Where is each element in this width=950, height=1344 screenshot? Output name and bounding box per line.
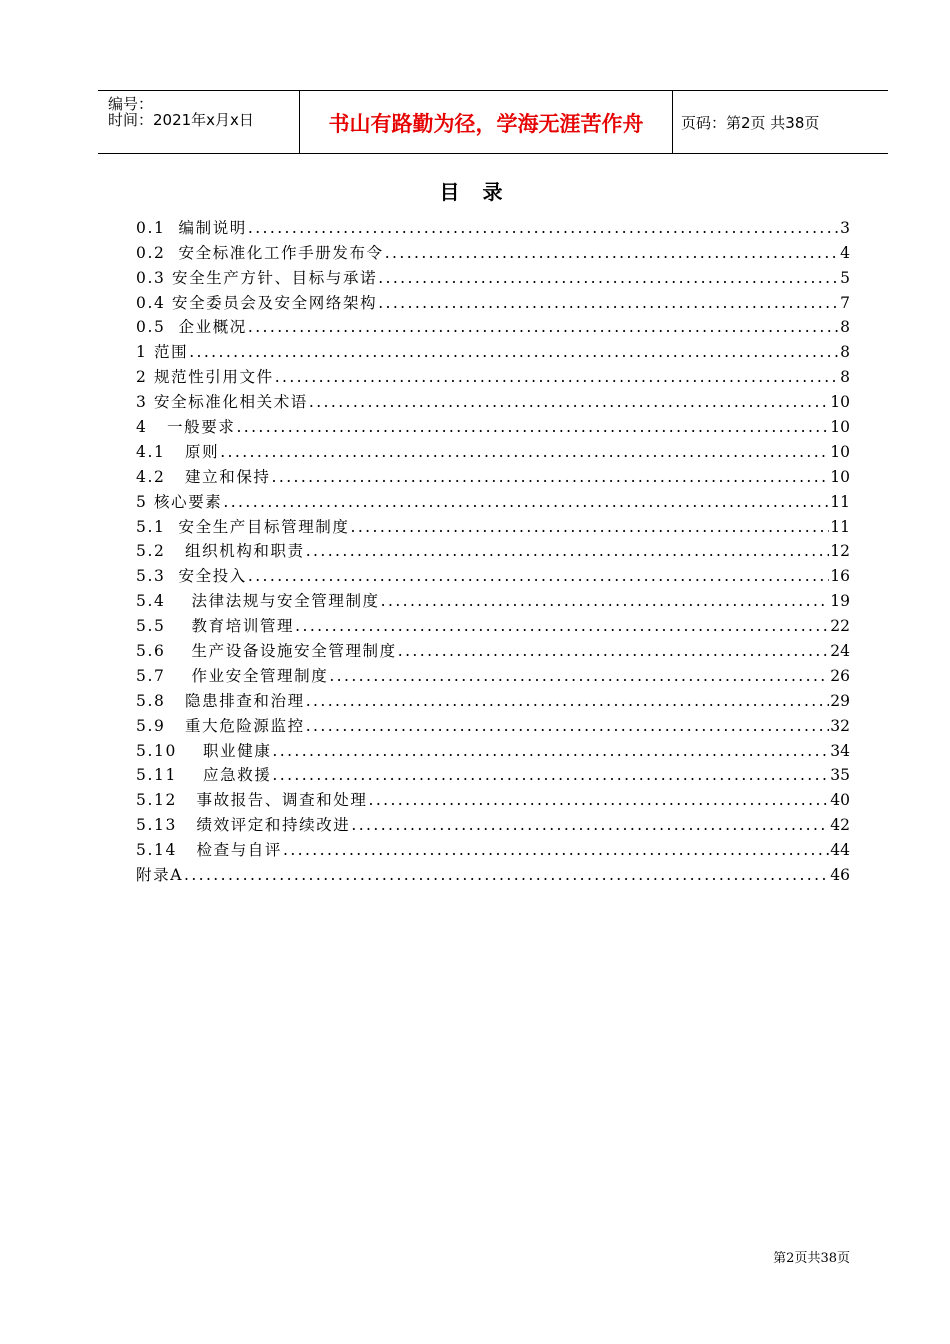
toc-entry[interactable] xyxy=(136,263,850,288)
toc-entry-label: 1 范围 xyxy=(136,343,189,362)
toc-entry[interactable] xyxy=(136,785,850,810)
header-page-info: 页码：第2页 共38页 xyxy=(681,114,820,132)
toc-dot-leader xyxy=(329,666,829,686)
toc-dot-leader xyxy=(295,616,829,636)
document-header xyxy=(98,90,888,154)
toc-entry[interactable] xyxy=(136,586,850,611)
toc-entry-label: 0.5 企业概况 xyxy=(136,318,247,337)
toc-entry[interactable] xyxy=(136,810,850,835)
toc-dot-leader xyxy=(378,268,839,288)
toc-entry-label: 5.2 组织机构和职责 xyxy=(136,542,305,561)
toc-dot-leader xyxy=(306,716,830,736)
page-footer: 第2页共38页 xyxy=(773,1251,850,1266)
toc-entry-page: 29 xyxy=(830,691,850,710)
toc-dot-leader xyxy=(385,243,839,263)
toc-dot-leader xyxy=(248,566,829,586)
toc-entry-page: 46 xyxy=(830,866,850,885)
toc-entry[interactable] xyxy=(136,686,850,711)
toc-entry-label: 0.3 安全生产方针、目标与承诺 xyxy=(136,268,378,287)
toc-entry[interactable] xyxy=(136,288,850,313)
toc-entry-label: 5.1 安全生产目标管理制度 xyxy=(136,517,350,536)
toc-entry-page: 8 xyxy=(840,343,850,362)
toc-entry-page: 10 xyxy=(830,393,850,412)
toc-entry-label: 4.2 建立和保持 xyxy=(136,467,271,486)
toc-entry-label: 附录A xyxy=(136,866,183,885)
toc-entry-label: 5.7 作业安全管理制度 xyxy=(136,666,329,685)
toc-entry-page: 10 xyxy=(830,418,850,437)
toc-entry-label: 2 规范性引用文件 xyxy=(136,368,274,387)
toc-entry-label: 5.12 事故报告、调查和处理 xyxy=(136,791,368,810)
toc-entry[interactable] xyxy=(136,337,850,362)
toc-entry[interactable] xyxy=(136,512,850,537)
toc-list xyxy=(136,213,850,885)
header-slogan-cell xyxy=(300,91,673,153)
toc-entry-page: 35 xyxy=(830,766,850,785)
toc-dot-leader xyxy=(381,591,830,611)
toc-entry[interactable] xyxy=(136,213,850,238)
toc-entry-label: 5.14 检查与自评 xyxy=(136,841,282,860)
toc-entry-page: 4 xyxy=(840,243,850,262)
toc-entry-page: 16 xyxy=(830,567,850,586)
toc-entry-page: 3 xyxy=(840,218,850,237)
toc-entry-label: 5.10 职业健康 xyxy=(136,741,272,760)
toc-dot-leader xyxy=(275,367,839,387)
toc-entry[interactable] xyxy=(136,711,850,736)
toc-entry-page: 44 xyxy=(830,841,850,860)
toc-entry-label: 5.9 重大危险源监控 xyxy=(136,716,305,735)
header-slogan: 书山有路勤为径，学海无涯苦作舟 xyxy=(328,112,644,136)
toc-dot-leader xyxy=(189,342,839,362)
toc-entry[interactable] xyxy=(136,661,850,686)
toc-entry-page: 22 xyxy=(830,617,850,636)
toc-entry-label: 5.11 应急救援 xyxy=(136,766,272,785)
toc-entry-label: 3 安全标准化相关术语 xyxy=(136,393,308,412)
document-date-label: 时间：2021年x月x日 xyxy=(108,111,254,129)
toc-dot-leader xyxy=(283,840,829,860)
toc-dot-leader xyxy=(248,218,839,238)
toc-entry-page: 42 xyxy=(830,816,850,835)
toc-entry-page: 11 xyxy=(830,517,850,536)
header-meta-cell xyxy=(98,91,300,153)
toc-entry-label: 4 一般要求 xyxy=(136,418,236,437)
toc-entry-label: 5.4 法律法规与安全管理制度 xyxy=(136,592,380,611)
toc-entry[interactable] xyxy=(136,736,850,761)
toc-dot-leader xyxy=(272,467,830,487)
toc-entry[interactable] xyxy=(136,611,850,636)
toc-entry-page: 19 xyxy=(830,592,850,611)
toc-entry-label: 0.1 编制说明 xyxy=(136,218,247,237)
toc-entry-label: 0.4 安全委员会及安全网络架构 xyxy=(136,293,378,312)
toc-entry-page: 34 xyxy=(830,741,850,760)
toc-dot-leader xyxy=(236,417,829,437)
toc-entry[interactable] xyxy=(136,835,850,860)
toc-entry-page: 24 xyxy=(830,642,850,661)
toc-entry-page: 26 xyxy=(830,666,850,685)
toc-entry[interactable] xyxy=(136,437,850,462)
toc-dot-leader xyxy=(369,790,830,810)
toc-dot-leader xyxy=(220,442,829,462)
toc-entry[interactable] xyxy=(136,362,850,387)
toc-entry[interactable] xyxy=(136,636,850,661)
toc-entry-label: 5.6 生产设备设施安全管理制度 xyxy=(136,642,397,661)
toc-entry-page: 7 xyxy=(840,293,850,312)
toc-entry[interactable] xyxy=(136,487,850,512)
toc-dot-leader xyxy=(351,517,830,537)
toc-entry-page: 5 xyxy=(840,268,850,287)
toc-entry-label: 5.13 绩效评定和持续改进 xyxy=(136,816,351,835)
document-code-label: 编号： xyxy=(108,95,154,113)
toc-entry-page: 10 xyxy=(830,442,850,461)
toc-entry[interactable] xyxy=(136,860,850,885)
toc-entry-label: 5.8 隐患排查和治理 xyxy=(136,691,305,710)
toc-entry[interactable] xyxy=(136,761,850,786)
toc-entry[interactable] xyxy=(136,561,850,586)
toc-dot-leader xyxy=(306,691,830,711)
toc-entry[interactable] xyxy=(136,387,850,412)
toc-entry[interactable] xyxy=(136,412,850,437)
toc-entry[interactable] xyxy=(136,238,850,263)
toc-entry-page: 40 xyxy=(830,791,850,810)
toc-entry-label: 5.3 安全投入 xyxy=(136,567,247,586)
toc-dot-leader xyxy=(272,765,829,785)
toc-entry-page: 32 xyxy=(830,716,850,735)
toc-dot-leader xyxy=(272,741,829,761)
toc-entry-label: 5.5 教育培训管理 xyxy=(136,617,295,636)
toc-entry[interactable] xyxy=(136,537,850,562)
toc-dot-leader xyxy=(223,492,829,512)
toc-dot-leader xyxy=(306,541,830,561)
toc-dot-leader xyxy=(378,293,839,313)
toc-dot-leader xyxy=(398,641,830,661)
toc-dot-leader xyxy=(184,865,829,885)
header-page-cell xyxy=(673,91,888,153)
toc-entry-page: 11 xyxy=(830,492,850,511)
toc-dot-leader xyxy=(248,317,839,337)
toc-title: 目 录 xyxy=(439,180,511,204)
toc-entry-label: 0.2 安全标准化工作手册发布令 xyxy=(136,243,384,262)
toc-dot-leader xyxy=(351,815,829,835)
toc-entry-page: 10 xyxy=(830,467,850,486)
toc-entry-page: 8 xyxy=(840,318,850,337)
toc-dot-leader xyxy=(309,392,829,412)
toc-entry-page: 8 xyxy=(840,368,850,387)
toc-entry-label: 5 核心要素 xyxy=(136,492,223,511)
toc-entry[interactable] xyxy=(136,462,850,487)
toc-entry-page: 12 xyxy=(830,542,850,561)
toc-entry-label: 4.1 原则 xyxy=(136,442,220,461)
toc-entry[interactable] xyxy=(136,313,850,338)
